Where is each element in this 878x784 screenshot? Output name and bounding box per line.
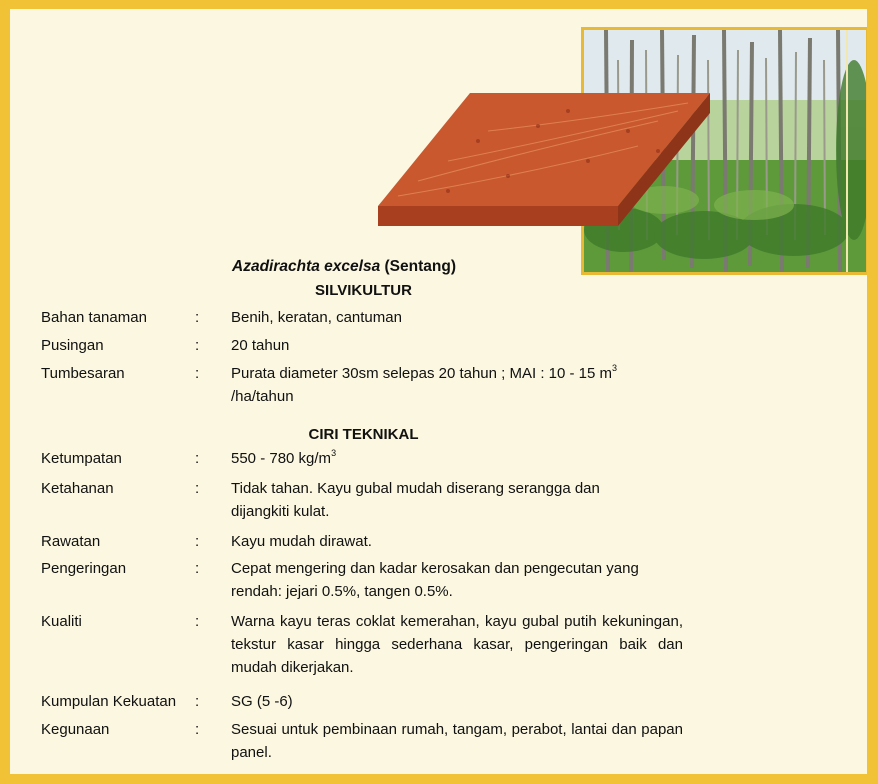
row-label: Pusingan bbox=[41, 337, 104, 354]
row-value: Kayu mudah dirawat. bbox=[231, 533, 372, 550]
row-value: Benih, keratan, cantuman bbox=[231, 309, 402, 326]
row-value: Warna kayu teras coklat kemerahan, kayu gubal putih kekuningan, tekstur kasar hingga sederhana kasar, pengeringan baik dan mudah dikerjakan. bbox=[231, 613, 683, 676]
row-colon: : bbox=[195, 337, 200, 354]
row-label: Ketahanan bbox=[41, 480, 114, 497]
section-heading-ciri-teknikal: CIRI TEKNIKAL bbox=[308, 426, 419, 443]
row-value bbox=[231, 447, 683, 470]
row-value: Sesuai untuk pembinaan rumah, tangam, perabot, lantai dan papan panel. bbox=[231, 721, 683, 761]
row-value: Cepat mengering dan kadar kerosakan dan pengecutan yang rendah: jejari 0.5%, tangen 0.5%. bbox=[231, 560, 639, 600]
value-text: Purata diameter 30sm selepas 20 tahun ; MAI : 10 - 15 m bbox=[231, 365, 613, 382]
row-label: Pengeringan bbox=[41, 560, 127, 577]
row-colon: : bbox=[195, 309, 200, 326]
value-text: 550 - 780 kg/m bbox=[231, 450, 332, 467]
section-heading-silvikultur: SILVIKULTUR bbox=[315, 282, 412, 299]
row-value: Tidak tahan. Kayu gubal mudah diserang serangga dan dijangkiti kulat. bbox=[231, 480, 600, 520]
row-label: Rawatan bbox=[41, 533, 101, 550]
row-label: Kumpulan Kekuatan bbox=[41, 693, 177, 710]
row-value: 20 tahun bbox=[231, 337, 290, 354]
row-label: Tumbesaran bbox=[41, 365, 125, 382]
value-line-2: /ha/tahun bbox=[231, 388, 294, 405]
row-colon: : bbox=[195, 450, 200, 467]
row-value bbox=[231, 362, 683, 408]
common-name: (Sentang) bbox=[384, 258, 456, 275]
row-colon: : bbox=[195, 480, 200, 497]
species-title bbox=[232, 258, 456, 276]
row-colon: : bbox=[195, 560, 200, 577]
scientific-name: Azadirachta excelsa bbox=[232, 258, 381, 275]
wood-sample-image bbox=[378, 81, 710, 246]
row-colon: : bbox=[195, 365, 200, 382]
row-colon: : bbox=[195, 721, 200, 738]
row-label: Kegunaan bbox=[41, 721, 110, 738]
value-superscript: 3 bbox=[331, 448, 337, 458]
row-label: Kualiti bbox=[41, 613, 82, 630]
row-value: SG (5 -6) bbox=[231, 693, 293, 710]
row-colon: : bbox=[195, 613, 200, 630]
row-label: Bahan tanaman bbox=[41, 309, 147, 326]
row-colon: : bbox=[195, 533, 200, 550]
value-superscript: 3 bbox=[612, 363, 618, 373]
row-colon: : bbox=[195, 693, 200, 710]
row-label: Ketumpatan bbox=[41, 450, 122, 467]
document-page bbox=[10, 9, 867, 774]
